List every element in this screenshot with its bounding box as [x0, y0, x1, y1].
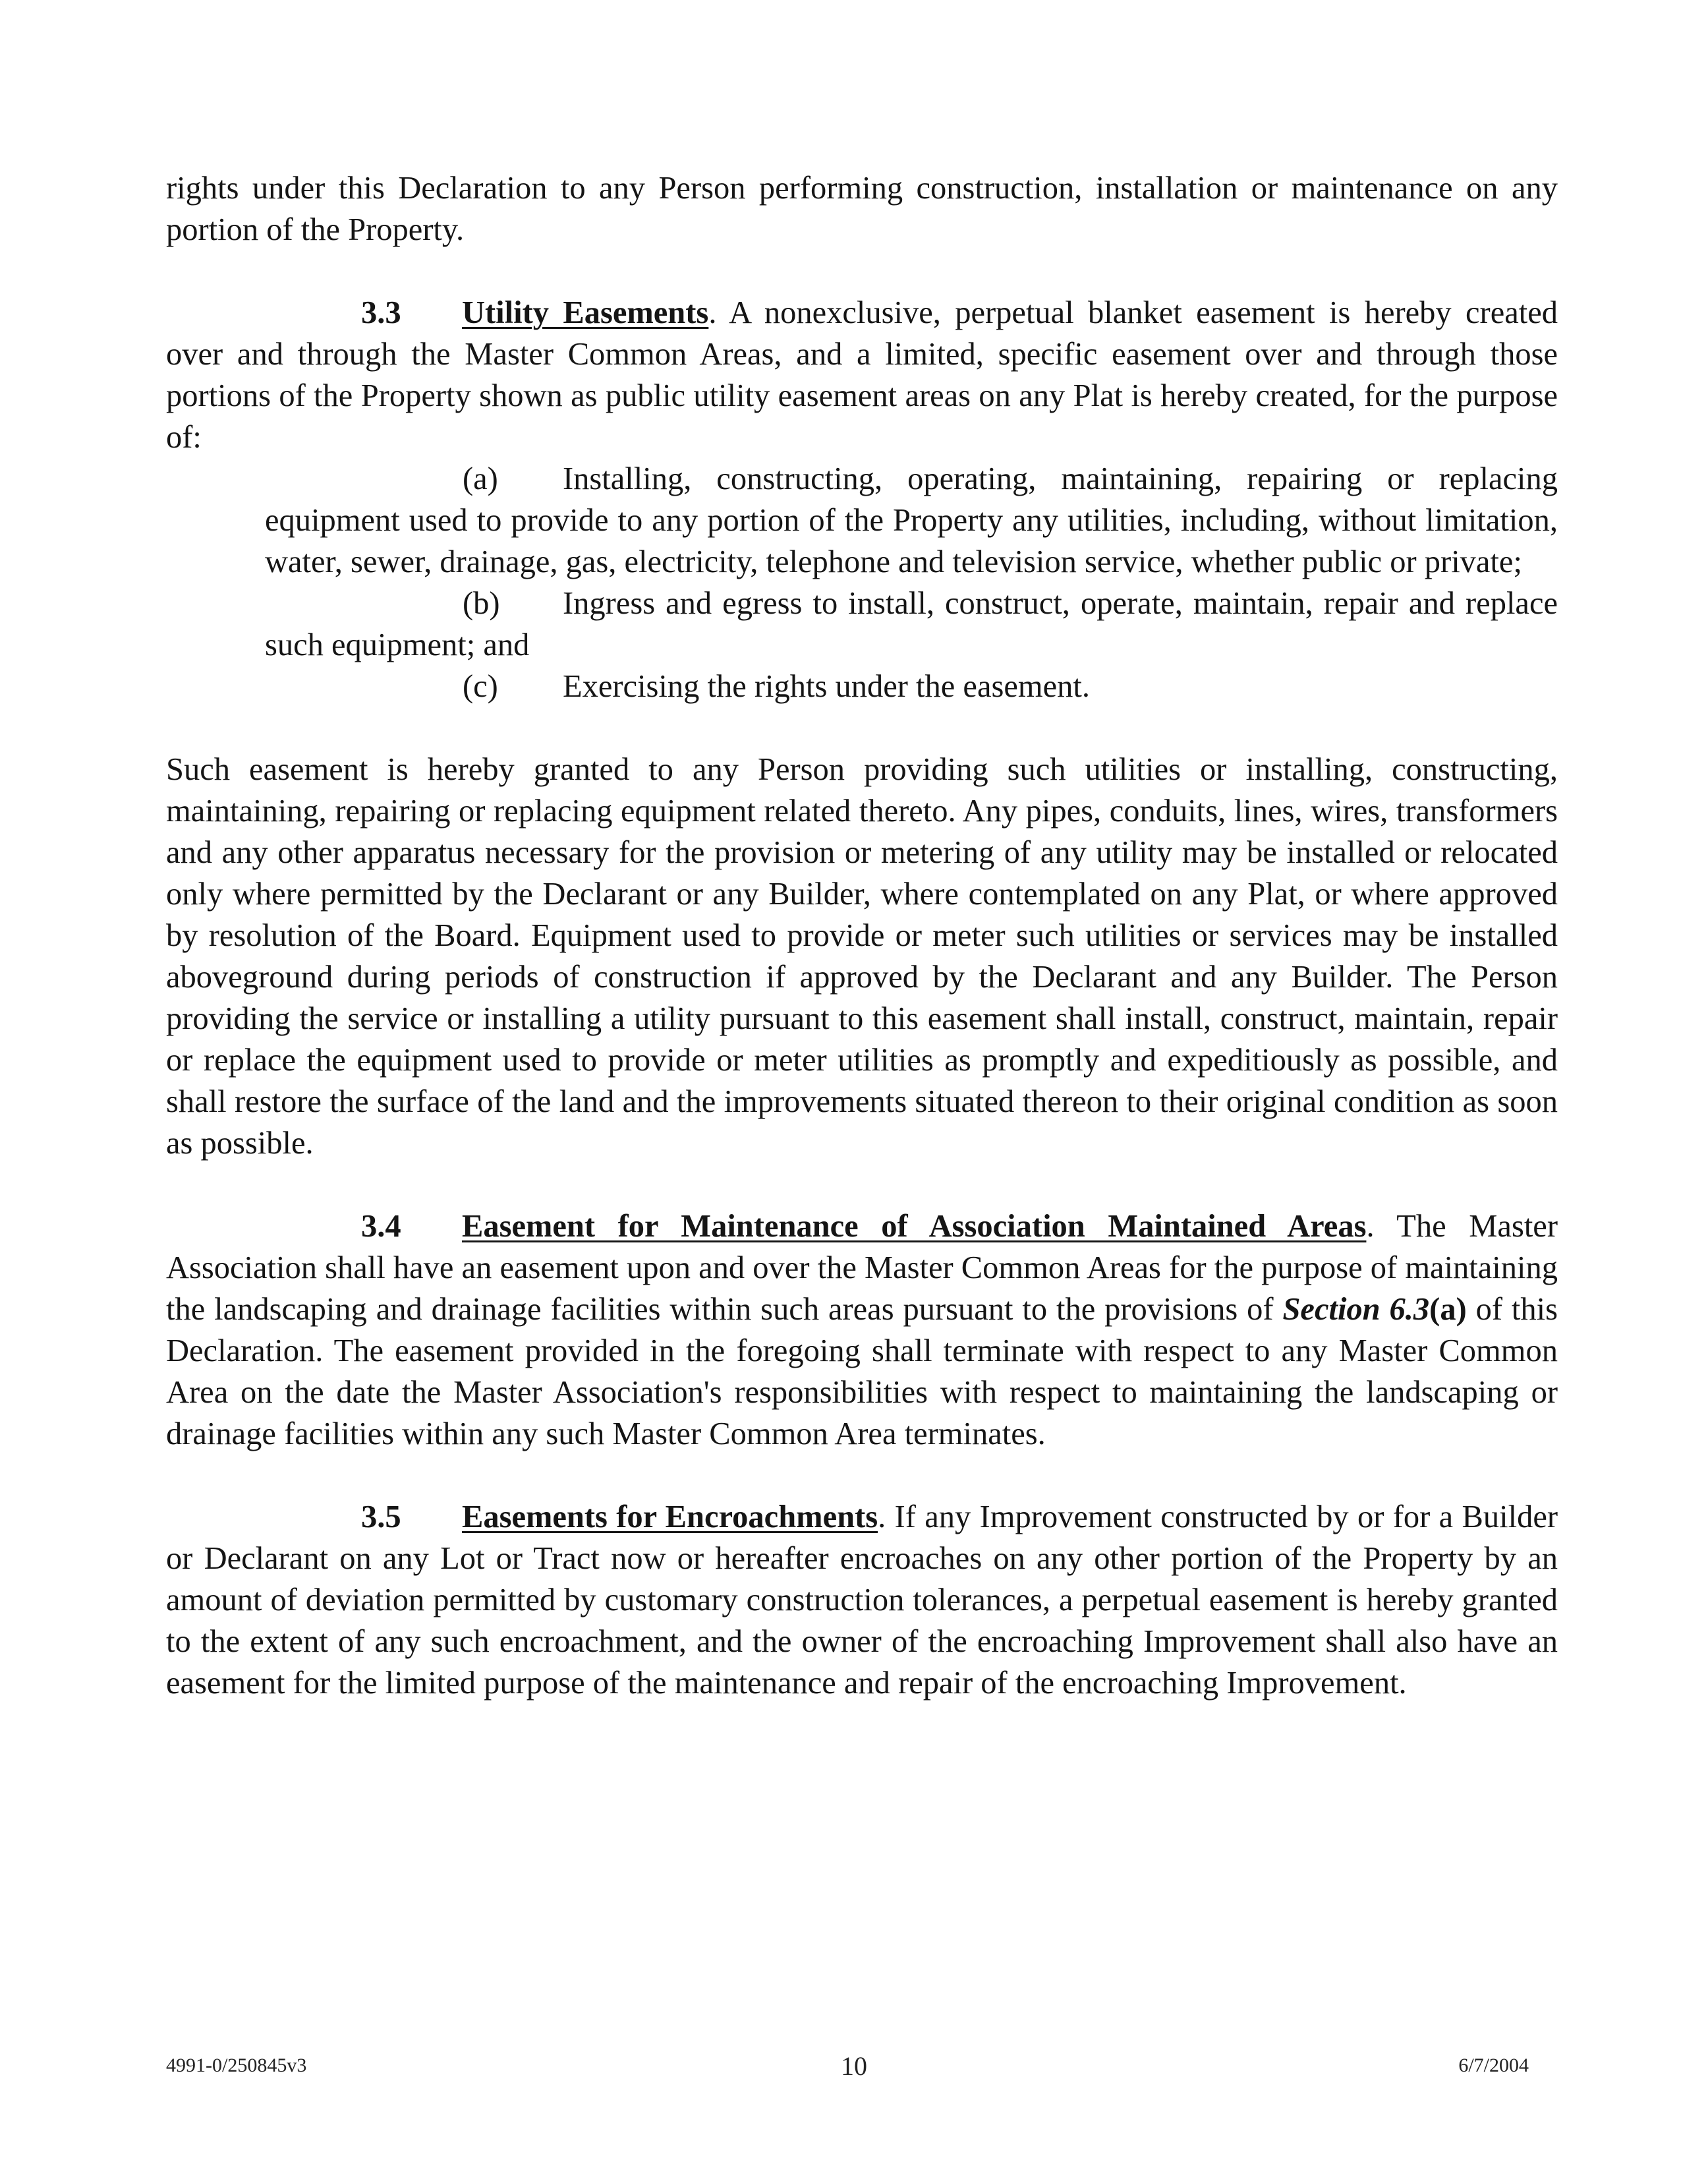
section-cross-reference: Section 6.3 [1282, 1292, 1430, 1327]
section-title-end: . [708, 295, 717, 330]
list-item-b [265, 583, 1558, 666]
list-item-label: (c) [463, 669, 498, 704]
list-item-a [265, 458, 1558, 583]
section-3-4-paragraph [166, 1206, 1558, 1455]
section-body: If any Improvement constructed by or for a Builder or Declarant on any Lot or Tract now or hereafter encroaches on any other portion of the Property by an amount of deviation permitted by customary construction tolerances, a perpetual easement is hereby granted to the extent of any such encroachment, and the owner of the encroaching Improvement shall also have an easement for the limited purpose of the maintenance and repair of the encroaching Improvement. [166, 1499, 1558, 1701]
document-page [166, 167, 1558, 1704]
list-item-c [265, 666, 1558, 707]
section-title: Easement for Maintenance of Association Maintained Areas [462, 1209, 1367, 1244]
list-item-label: (b) [463, 586, 500, 621]
list-item-label: (a) [463, 461, 498, 496]
section-body: A nonexclusive, perpetual blanket easement is hereby created over and through the Master Common Areas, and a limited, specific easement over and through those portions of the Property shown as public utility easement areas on any Plat is hereby created, for the purpose of: [166, 295, 1558, 455]
section-3-5-paragraph [166, 1496, 1558, 1704]
intro-paragraph: rights under this Declaration to any Person performing construction, installation or maintenance on any portion of the Property. [166, 171, 1558, 247]
section-3-3-closing-paragraph: Such easement is hereby granted to any Person providing such utilities or installing, constructing, maintaining, repairing or replacing equipment related thereto. Any pipes, conduits, lines, wires, transformers and any other apparatus necessary for the provision or metering of any utility may be installed or relocated only where permitted by the Declarant or any Builder, where contemplated on any Plat, or where approved by resolution of the Board. Equipment used to provide or meter such utilities or services may be installed aboveground during periods of construction if approved by the Declarant and any Builder. The Person providing the service or installing a utility pursuant to this easement shall install, construct, maintain, repair or replace the equipment used to provide or meter utilities as promptly and expeditiously as possible, and shall restore the surface of the land and the improvements situated thereon to their original condition as soon as possible. [166, 752, 1558, 1161]
section-title: Easements for Encroachments [462, 1499, 878, 1534]
section-body-continued: of this Declaration. The easement provided in the foregoing shall terminate with respect to any Master Common Area on the date the Master Association's responsibilities with respect to maintaining the landscaping or drainage facilities within any such Master Common Area terminates. [166, 1292, 1558, 1451]
section-title-end: . [1366, 1209, 1375, 1244]
section-title-end: . [878, 1499, 886, 1534]
section-3-3-paragraph [166, 292, 1558, 458]
footer-page-number: 10 [841, 2051, 867, 2081]
footer-doc-id: 4991-0/250845v3 [166, 2054, 307, 2076]
section-number: 3.4 [361, 1209, 401, 1244]
list-item-text: Installing, constructing, operating, maintaining, repairing or replacing equipment used to provide to any portion of the Property any utilities, including, without limitation, water, sewer, drainage, gas, electricity, telephone and television service, whether public or private; [265, 461, 1558, 579]
section-title: Utility Easements [462, 295, 709, 330]
list-item-text: Exercising the rights under the easement. [563, 669, 1090, 704]
footer-date: 6/7/2004 [1458, 2054, 1529, 2076]
section-number: 3.5 [361, 1499, 401, 1534]
section-body: The Master Association shall have an easement upon and over the Master Common Areas for the purpose of maintaining the landscaping and drainage facilities within such areas pursuant to the provisions of [166, 1209, 1558, 1327]
section-cross-reference-sub: (a) [1429, 1292, 1467, 1327]
section-number: 3.3 [361, 295, 401, 330]
list-item-text: Ingress and egress to install, construct, operate, maintain, repair and replace such equipment; and [265, 586, 1558, 662]
